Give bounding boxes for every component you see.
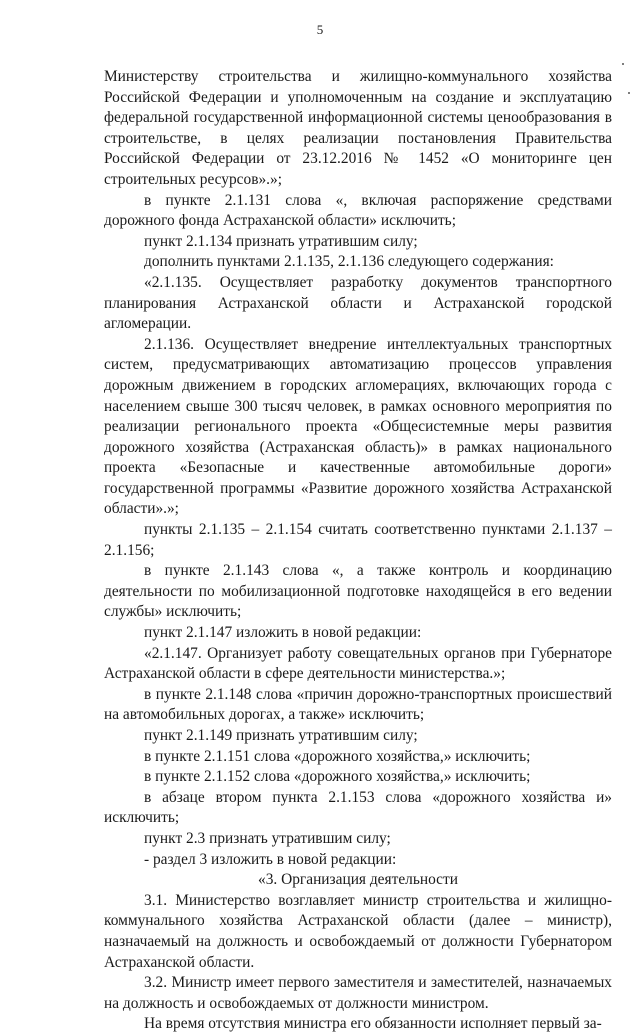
section-heading: «3. Организация деятельности <box>258 871 458 889</box>
paragraph: в пункте 2.1.151 слова «дорожного хозяйства,» исключить; <box>144 747 531 765</box>
paragraph: - раздел 3 изложить в новой редакции: <box>144 850 397 868</box>
paragraph: На время отсутствия министра его обязанности исполняет первый за- <box>144 1015 602 1033</box>
paragraph: пункт 2.1.147 изложить в новой редакции: <box>144 624 422 642</box>
paragraph: в пункте 2.1.148 слова «причин дорожно-транспортных происшествий на автомобильных дорогах, а также» исключить; <box>104 685 612 724</box>
document-body <box>104 67 612 1035</box>
scan-speck <box>628 92 630 94</box>
paragraph: Министерству строительства и жилищно-коммунального хозяйства Российской Федерации и уполномоченным на создание и эксплуатацию федеральной государственной информационной системы ценообразования в строительстве, в целях реализации постановления Правительства Российской Федерации от 23.12.2016 № 1452 «О мониторинге цен строительных ресурсов».»; <box>104 68 612 188</box>
paragraph: 3.1. Министерство возглавляет министр строительства и жилищно-коммунального хозяйства Астраханской области (далее – министр), назначаемый на должность и освобождаемый от должности Губернатором Астраханской области. <box>104 891 612 971</box>
paragraph: «2.1.135. Осуществляет разработку документов транспортного планирования Астраханской области и Астраханской городской агломерации. <box>104 273 612 333</box>
paragraph: 2.1.136. Осуществляет внедрение интеллектуальных транспортных систем, предусматривающих автоматизацию процессов управления дорожным движением в городских агломерациях, включающих города с населением свыше 300 тысяч человек, в рамках основного мероприятия по реализации регионального проекта «Общесистемные меры развития дорожного хозяйства (Астраханская область)» в рамках национального проекта «Безопасные и качественные автомобильные дороги» государственной программы «Развитие дорожного хозяйства Астраханской области».»; <box>104 335 612 518</box>
paragraph: в пункте 2.1.131 слова «, включая распоряжение средствами дорожного фонда Астраханской области» исключить; <box>104 191 612 230</box>
paragraph: пункт 2.1.149 признать утратившим силу; <box>144 727 418 744</box>
paragraph: в пункте 2.1.143 слова «, а также контроль и координацию деятельности по мобилизационной подготовке находящейся в его ведении службы» исключить; <box>104 562 612 621</box>
page-number: 5 <box>316 22 324 37</box>
paragraph: дополнить пунктами 2.1.135, 2.1.136 следующего содержания: <box>144 253 554 271</box>
paragraph: пункт 2.1.134 признать утратившим силу; <box>144 232 418 250</box>
paragraph: пункт 2.3 признать утратившим силу; <box>144 829 391 847</box>
paragraph: 3.2. Министр имеет первого заместителя и заместителей, назначаемых на должность и освобождаемых от должности министром. <box>104 974 612 1012</box>
paragraph: в пункте 2.1.152 слова «дорожного хозяйства,» исключить; <box>144 768 531 786</box>
paragraph: в абзаце втором пункта 2.1.153 слова «дорожного хозяйства и» исключить; <box>104 788 612 827</box>
scan-speck <box>622 63 624 65</box>
paragraph: «2.1.147. Организует работу совещательных органов при Губернаторе Астраханской области в сфере деятельности министерства.»; <box>104 644 612 683</box>
paragraph: пункты 2.1.135 – 2.1.154 считать соответственно пунктами 2.1.137 – 2.1.156; <box>104 521 612 559</box>
